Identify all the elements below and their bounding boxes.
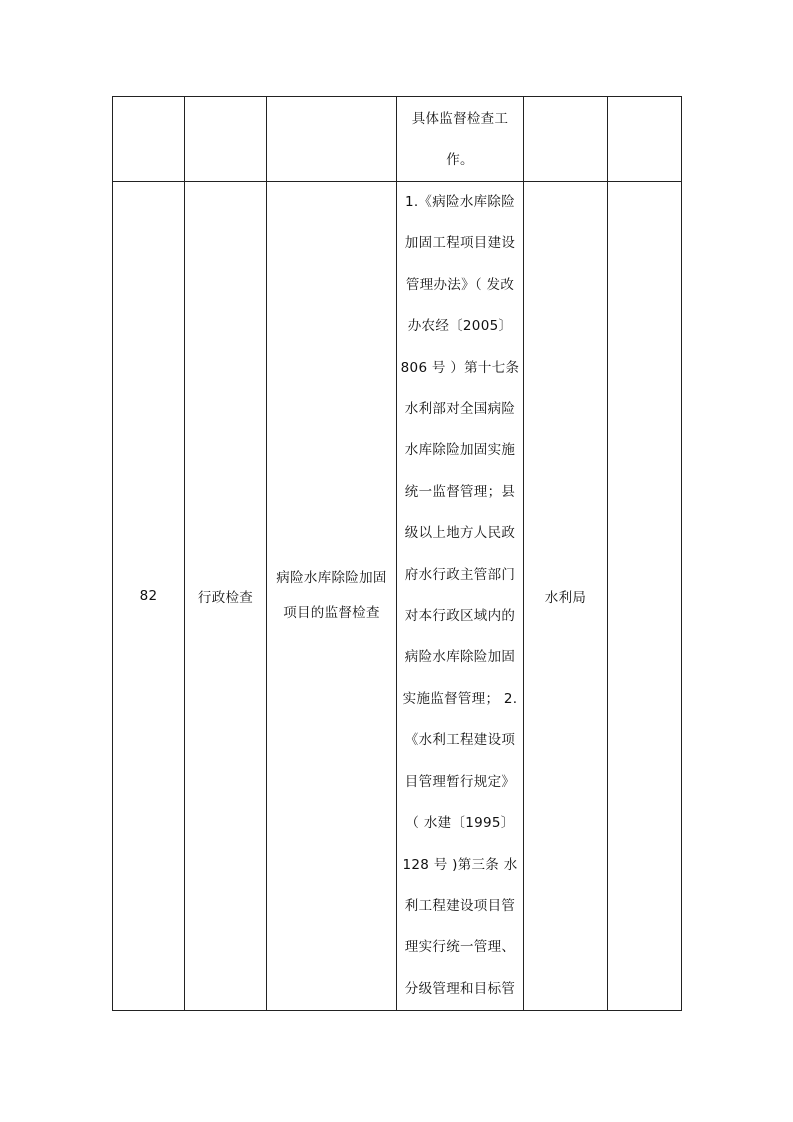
basis-line: 《水利工程建设项: [404, 732, 516, 749]
basis-line: 806 号 ）第十七条: [400, 359, 520, 376]
item-name-cell: [267, 182, 397, 1011]
basis-line: （ 水建〔1995〕: [405, 815, 515, 832]
table-row: [113, 182, 682, 1011]
basis-line: 作。: [446, 151, 474, 168]
basis-line: 分级管理和目标管: [404, 980, 516, 997]
basis-line: 府水行政主管部门: [404, 566, 516, 583]
basis-line: 理实行统一管理、: [404, 939, 516, 956]
seq-cell: [113, 97, 185, 182]
item-name-line: 项目的监督检查: [283, 605, 380, 622]
dept-cell: [524, 97, 608, 182]
item-name-cell: [267, 97, 397, 182]
basis-line: 目管理暂行规定》: [404, 773, 516, 790]
basis-line: 利工程建设项目管: [404, 897, 516, 914]
basis-line: 128 号 )第三条 水: [402, 856, 518, 873]
admin-inspection-table: [112, 96, 682, 1011]
basis-line: 办农经〔2005〕: [407, 318, 513, 335]
basis-line: 对本行政区域内的: [404, 608, 516, 625]
basis-line: 实施监督管理； 2.: [402, 690, 518, 707]
basis-line: 具体监督检查工: [411, 110, 509, 127]
basis-cell: [397, 97, 524, 182]
basis-line: 水库除险加固实施: [404, 442, 516, 459]
basis-line: 1.《病险水库除险: [404, 194, 516, 210]
basis-line: 统一监督管理；县: [404, 483, 516, 500]
seq-cell: 82: [113, 182, 185, 1011]
basis-line: 级以上地方人民政: [404, 525, 516, 542]
basis-line: 水利部对全国病险: [404, 401, 516, 418]
item-name-line: 病险水库除险加固: [276, 570, 387, 587]
dept-cell: 水利局: [524, 182, 608, 1011]
table-row: [113, 97, 682, 182]
note-cell: [608, 97, 682, 182]
basis-line: 病险水库除险加固: [404, 649, 516, 666]
note-cell: [608, 182, 682, 1011]
basis-line: 管理办法》（ 发改: [405, 276, 515, 293]
type-cell: [185, 97, 267, 182]
type-cell: 行政检查: [185, 182, 267, 1011]
basis-line: 加固工程项目建设: [404, 235, 516, 252]
basis-cell: [397, 182, 524, 1011]
